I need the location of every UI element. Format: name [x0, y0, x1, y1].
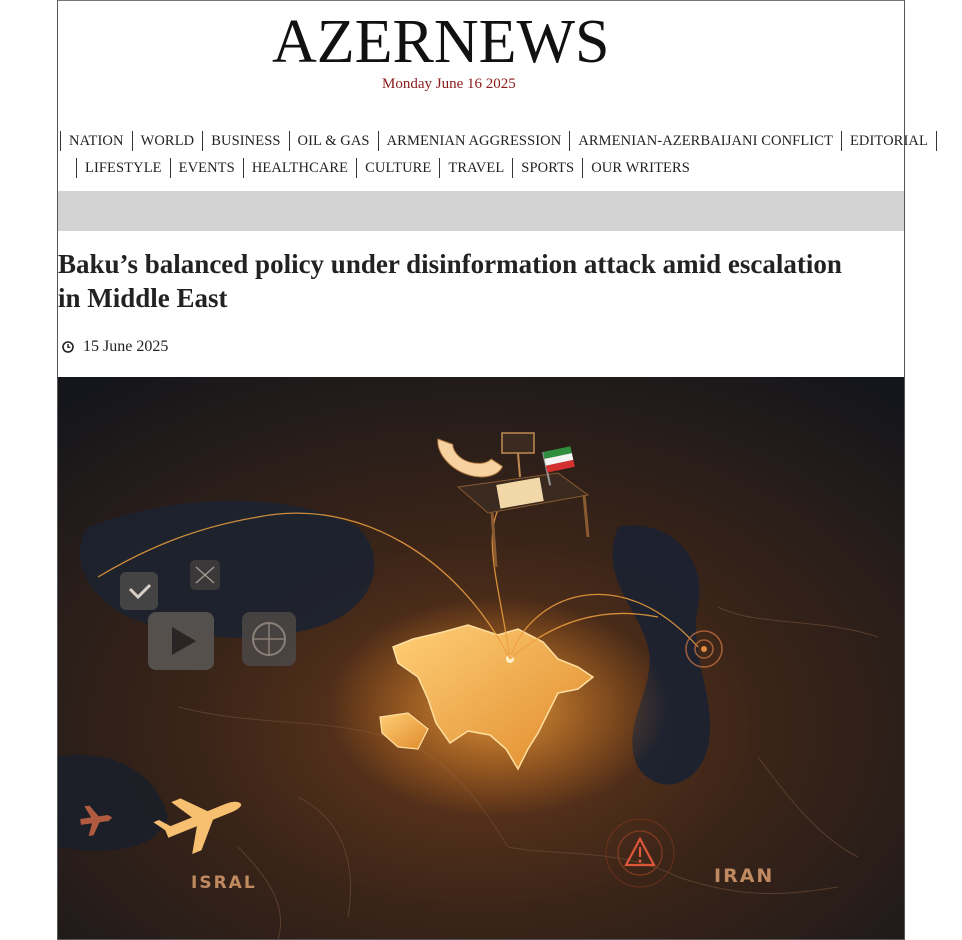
- sign-icon: [502, 433, 534, 453]
- nav-item-oil-gas[interactable]: OIL & GAS: [289, 131, 378, 151]
- nav-item-editorial[interactable]: EDITORIAL: [841, 131, 937, 151]
- checkmark-icon: [120, 572, 158, 610]
- article-title: Baku’s balanced policy under disinformation attack amid escalation in Middle East: [58, 249, 842, 313]
- nav-item-armenian-azerbaijani-conflict[interactable]: ARMENIAN-AZERBAIJANI CONFLICT: [569, 131, 841, 151]
- nav-item-travel[interactable]: TRAVEL: [439, 158, 512, 178]
- article-date: [62, 338, 168, 356]
- nav-item-our-writers[interactable]: OUR WRITERS: [582, 158, 698, 178]
- masthead: [58, 1, 904, 121]
- israel-map-label: ISRAL: [191, 873, 257, 893]
- nav-item-culture[interactable]: CULTURE: [356, 158, 439, 178]
- clock-icon: [62, 341, 74, 353]
- article-date-text: 15 June 2025: [83, 338, 169, 355]
- nav-row-1: [60, 129, 937, 153]
- current-date: Monday June 16 2025: [382, 76, 516, 92]
- nav-row-2: [76, 156, 698, 180]
- nav-item-world[interactable]: WORLD: [132, 131, 203, 151]
- nav-item-armenian-aggression[interactable]: ARMENIAN AGGRESSION: [378, 131, 570, 151]
- nav-item-events[interactable]: EVENTS: [170, 158, 243, 178]
- map-illustration: [58, 377, 904, 939]
- nav-item-nation[interactable]: NATION: [60, 131, 132, 151]
- ad-banner-placeholder: [58, 191, 904, 231]
- nav-item-business[interactable]: BUSINESS: [202, 131, 288, 151]
- iran-map-label: IRAN: [714, 865, 775, 887]
- page-frame: [57, 0, 928, 940]
- article-hero-image[interactable]: [58, 377, 904, 939]
- site-logo[interactable]: AZERNEWS: [272, 8, 610, 76]
- nav-item-lifestyle[interactable]: LIFESTYLE: [76, 158, 170, 178]
- nav-item-sports[interactable]: SPORTS: [512, 158, 582, 178]
- nav-item-healthcare[interactable]: HEALTHCARE: [243, 158, 356, 178]
